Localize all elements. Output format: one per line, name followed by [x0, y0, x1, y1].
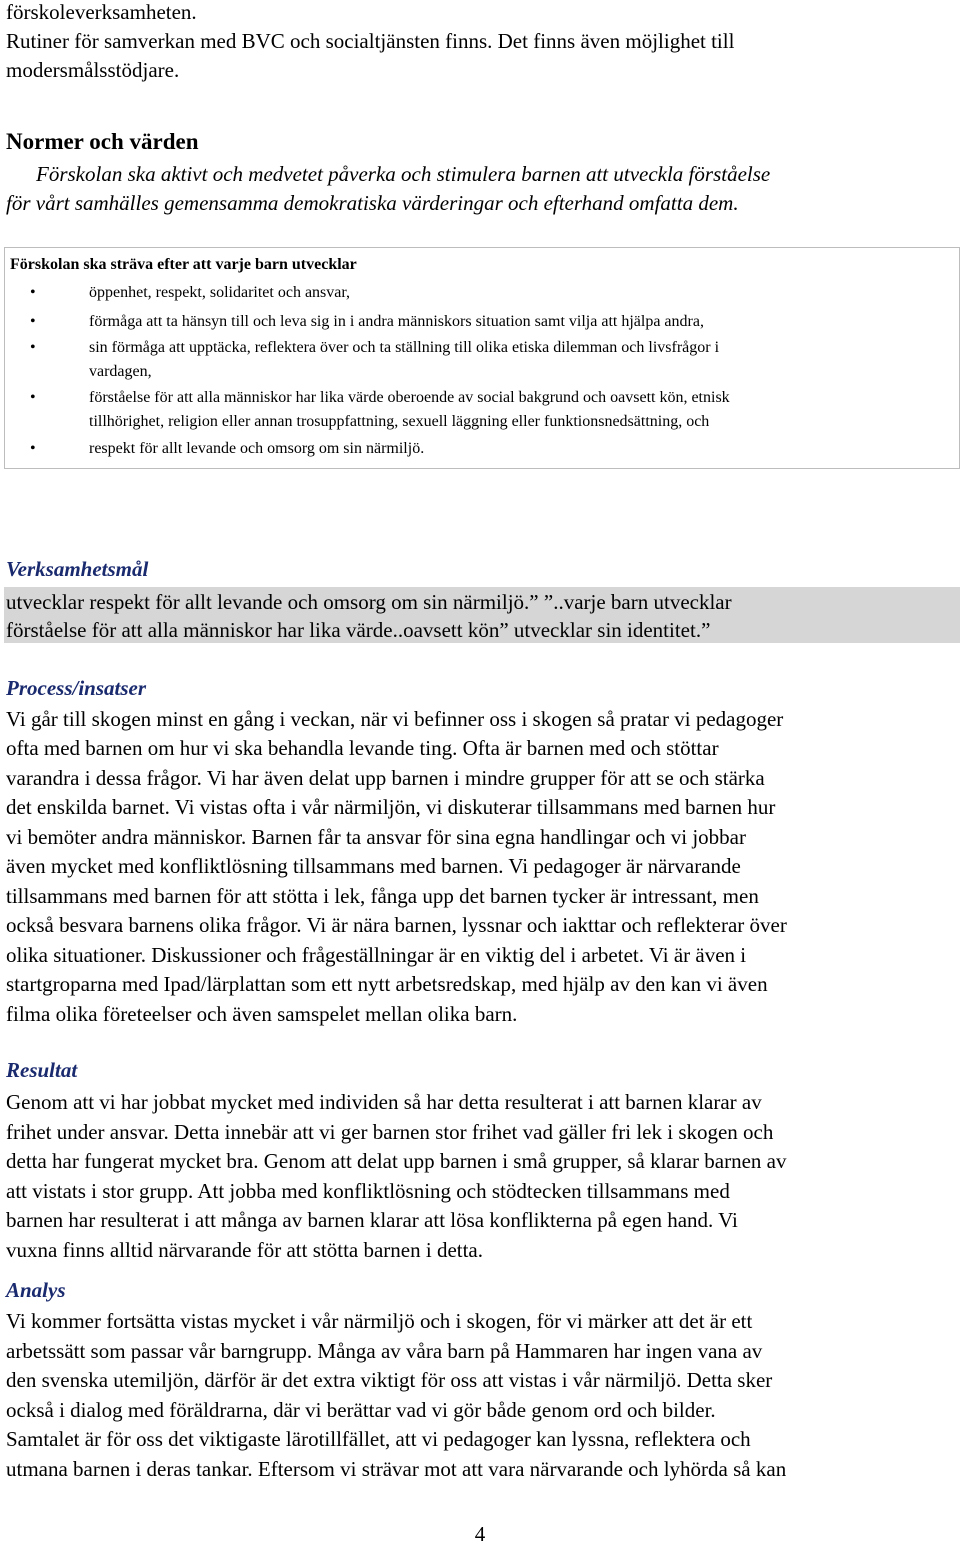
quote-line: utvecklar respekt för allt levande och omsorg om sin närmiljö.” ”..varje barn utvecklar: [6, 590, 732, 614]
section-heading-analys: Analys: [6, 1278, 66, 1302]
text-line: Samtalet är för oss det viktigaste lärotillfället, att vi pedagoger kan lyssna, reflektera och: [6, 1427, 751, 1451]
text-line: Rutiner för samverkan med BVC och socialtjänsten finns. Det finns även möjlighet till: [6, 29, 735, 53]
text-line: varandra i dessa frågor. Vi har även delat upp barnen i mindre grupper för att se och stärka: [6, 766, 765, 790]
goal-item-cont: tillhörighet, religion eller annan trosuppfattning, sexuell läggning eller funktionsnedsättning, och: [89, 413, 710, 430]
section-heading-process: Process/insatser: [6, 676, 147, 700]
text-line: Genom att vi har jobbat mycket med individen så har detta resulterat i att barnen klarar av: [6, 1090, 762, 1114]
page-number: 4: [474, 1522, 486, 1546]
normer-intro-line: för vårt samhälles gemensamma demokratiska värderingar och efterhand omfatta dem.: [6, 191, 739, 215]
text-line: ofta med barnen om hur vi ska behandla levande ting. Ofta är barnen med och stöttar: [6, 736, 719, 760]
section-heading-verksamhetsmal: Verksamhetsmål: [6, 557, 149, 581]
text-line: barnen har resulterat i att många av barnen klarar att lösa konflikterna på egen hand. Vi: [6, 1208, 738, 1232]
goal-item-cont: vardagen,: [89, 363, 152, 380]
bullet-icon: •: [30, 440, 36, 457]
text-line: också besvara barnens olika frågor. Vi är nära barnen, lyssnar och iakttar och reflekterar över: [6, 913, 787, 937]
text-line: detta har fungerat mycket bra. Genom att delat upp barnen i små grupper, så klarar barnen av: [6, 1149, 787, 1173]
text-line: frihet under ansvar. Detta innebär att vi ger barnen stor frihet vad gäller fri lek i skogen och: [6, 1120, 774, 1144]
bullet-icon: •: [30, 313, 36, 330]
text-line: utmana barnen i deras tankar. Eftersom vi strävar mot att vara närvarande och lyhörda så kan: [6, 1457, 787, 1481]
goal-item: förmåga att ta hänsyn till och leva sig in i andra människors situation samt vilja att hjälpa andra,: [89, 313, 704, 330]
text-line: Vi kommer fortsätta vistas mycket i vår närmiljö och i skogen, för vi märker att det är ett: [6, 1309, 753, 1333]
goal-item: öppenhet, respekt, solidaritet och ansvar,: [89, 284, 351, 301]
text-line: arbetssätt som passar vår barngrupp. Många av våra barn på Hammaren har ingen vana av: [6, 1339, 763, 1363]
text-line: olika situationer. Diskussioner och frågeställningar är en viktig del i arbetet. Vi är även i: [6, 943, 747, 967]
text-line: modersmålsstödjare.: [6, 58, 180, 82]
text-line: att vistats i stor grupp. Att jobba med konfliktlösning och stödtecken tillsammans med: [6, 1179, 730, 1203]
text-line: också i dialog med föräldrarna, där vi berättar vad vi gör både genom ord och bilder.: [6, 1398, 716, 1422]
text-line: förskoleverksamheten.: [6, 0, 197, 24]
goal-item: förståelse för att alla människor har lika värde oberoende av social bakgrund och oavsett kön, etnisk: [89, 389, 730, 406]
bullet-icon: •: [30, 389, 36, 406]
section-heading-normer: Normer och värden: [6, 129, 199, 154]
bullet-icon: •: [30, 339, 36, 356]
bullet-icon: •: [30, 284, 36, 301]
text-line: det enskilda barnet. Vi vistas ofta i vår närmiljön, vi diskuterar tillsammans med barnen hur: [6, 795, 776, 819]
goals-box-title: Förskolan ska sträva efter att varje barn utvecklar: [10, 256, 357, 273]
text-line: även mycket med konfliktlösning tillsammans med barnen. Vi pedagoger är närvarande: [6, 854, 741, 878]
section-heading-resultat: Resultat: [6, 1058, 78, 1082]
goal-item: sin förmåga att upptäcka, reflektera över och ta ställning till olika etiska dilemman och livsfrågor i: [89, 339, 720, 356]
text-line: den svenska utemiljön, därför är det extra viktigt för oss att vistas i vår närmiljö. Detta sker: [6, 1368, 773, 1392]
normer-intro-line: Förskolan ska aktivt och medvetet påverka och stimulera barnen att utveckla förståelse: [36, 162, 771, 186]
text-line: Vi går till skogen minst en gång i veckan, när vi befinner oss i skogen så pratar vi pedagoger: [6, 707, 784, 731]
quote-line: förståelse för att alla människor har lika värde..oavsett kön” utvecklar sin identitet.”: [6, 618, 711, 642]
text-line: vi bemöter andra människor. Barnen får ta ansvar för sina egna handlingar och vi jobbar: [6, 825, 746, 849]
text-line: filma olika företeelser och även samspelet mellan olika barn.: [6, 1002, 518, 1026]
text-line: startgroparna med Ipad/lärplattan som ett nytt arbetsredskap, med hjälp av den kan vi även: [6, 972, 768, 996]
goal-item: respekt för allt levande och omsorg om sin närmiljö.: [89, 440, 425, 457]
text-line: tillsammans med barnen för att stötta i lek, fånga upp det barnen tycker är intressant, men: [6, 884, 759, 908]
text-line: vuxna finns alltid närvarande för att stötta barnen i detta.: [6, 1238, 484, 1262]
